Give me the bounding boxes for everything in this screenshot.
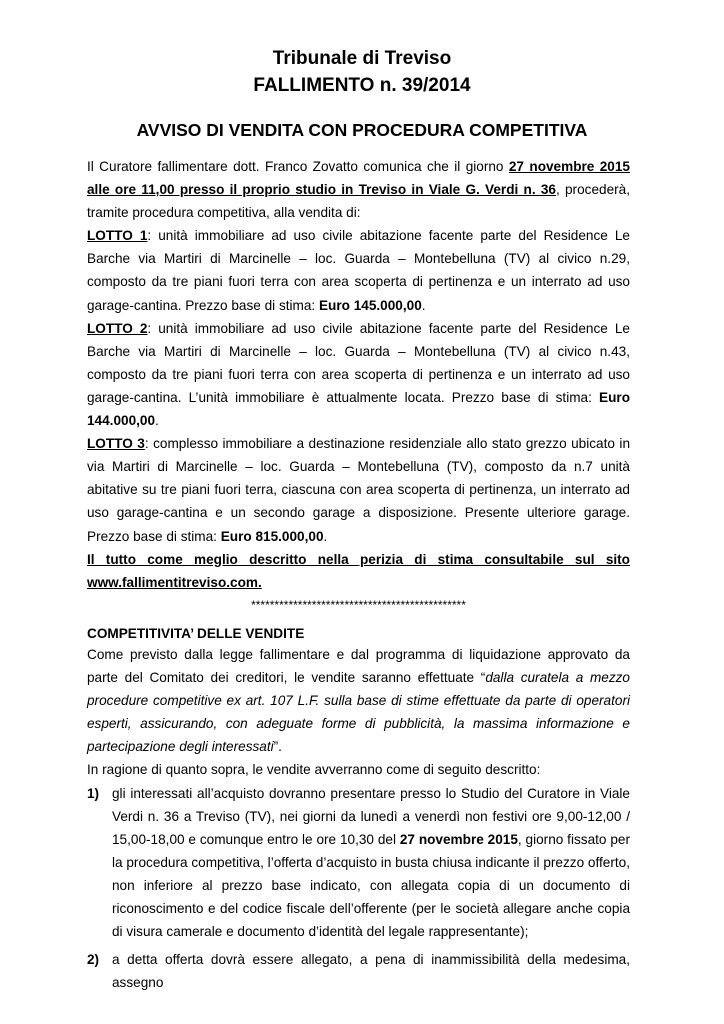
list-item-text: a detta offerta dovrà essere allegato, a pena di inammissibilità della medesima, assegno xyxy=(112,952,630,991)
list-item-number: 1) xyxy=(87,785,100,801)
case-number: FALLIMENTO n. 39/2014 xyxy=(253,75,471,96)
notice-body xyxy=(87,155,630,617)
section-paragraph-1 xyxy=(87,643,630,758)
section-title: COMPETITIVITA’ DELLE VENDITE xyxy=(87,626,305,641)
separator-stars: ********************************************** xyxy=(251,597,466,612)
list-item xyxy=(87,948,630,994)
notice-heading: AVVISO DI VENDITA CON PROCEDURA COMPETITIVA xyxy=(136,120,588,140)
lot-3-label: LOTTO 3 xyxy=(87,436,145,452)
lot-1-description: : unità immobiliare ad uso civile abitazione facente parte del Residence Le Barche via Martiri di Marcinelle – loc. Guarda – Montebelluna (TV) al civico n.29, composto da tre piani fuori terra con area scoperta di pertinenza e un interrato ad uso garage-cantina. Prezzo base di stima: xyxy=(87,228,630,313)
lot-1-end: . xyxy=(421,297,426,313)
section-p1-end: ”. xyxy=(273,739,282,755)
court-name: Tribunale di Treviso xyxy=(272,48,452,69)
list-item-text-end: , giorno fissato per la procedura competitiva, l’offerta d’acquisto in busta chiusa indicante il prezzo offerto, non inferiore al prezzo base indicato, con allegata copia di un documento di riconoscimento e del codice fiscale dell’offerente (per le società allegare anche copia di visura camerale e documento d’identità del legale rappresentante); xyxy=(112,831,630,940)
lot-2-description: : unità immobiliare ad uso civile abitazione facente parte del Residence Le Barche via Martiri di Marcinelle – loc. Guarda – Montebelluna (TV) al civico n.43, composto da tre piani fuori terra con area scoperta di pertinenza e un interrato ad uso garage-cantina. L’unità immobiliare è attualmente locata. Prezzo base di stima: xyxy=(87,320,630,405)
intro-paragraph xyxy=(87,155,630,224)
lot-3-end: . xyxy=(323,528,328,544)
intro-text-end: , procederà, tramite procedura competitiva, alla vendita di: xyxy=(87,182,630,221)
list-item-text: gli interessati all’acquisto dovranno presentare presso lo Studio del Curatore in Viale Verdi n. 36 a Treviso (TV), nei giorni da lunedì a venerdì non festivi ore 9,00-12,00 / 15,00-18,00 e comunque entro le ore 10,30 del xyxy=(112,785,630,847)
lot-3 xyxy=(87,432,630,547)
lot-3-price: Euro 815.000,00 xyxy=(220,528,324,544)
section-paragraph-2: In ragione di quanto sopra, le vendite avverranno come di seguito descritto: xyxy=(87,762,541,778)
lot-3-description: : complesso immobiliare a destinazione residenziale allo stato grezzo ubicato in via Martiri di Marcinelle – loc. Guarda – Montebelluna (TV), composto da n.7 unità abitative su tre piani fuori terra, ciascuna con area scoperta di pertinenza, un interrato ad uso garage-cantina e un secondo garage a disposizione. Presente ulteriore garage. Prezzo base di stima: xyxy=(87,436,631,544)
section-p1-text: Come previsto dalla legge fallimentare e dal programma di liquidazione approvato da parte del Comitato dei creditori, le vendite saranno effettuate “ xyxy=(87,647,630,686)
section-p1-quote: dalla curatela a mezzo procedure competitive ex art. 107 L.F. sulla base di stime effettuate da parte di operatori esperti, assicurando, con adeguate forme di pubblicità, la massima informazione e partecipazione degli interessati xyxy=(87,670,630,755)
lot-1 xyxy=(87,224,630,316)
lot-2-label: LOTTO 2 xyxy=(87,320,148,336)
title-block xyxy=(0,45,724,99)
list-item-number: 2) xyxy=(87,952,100,968)
list-item xyxy=(87,782,630,944)
procedure-list xyxy=(87,782,630,995)
list-item-deadline: 27 novembre 2015 xyxy=(399,831,518,847)
intro-text: Il Curatore fallimentare dott. Franco Zovatto comunica che il giorno xyxy=(87,159,509,174)
section-body xyxy=(87,643,630,994)
lot-2 xyxy=(87,317,630,432)
lot-1-label: LOTTO 1 xyxy=(87,228,148,244)
auction-date: 27 novembre 2015 alle ore 11,00 presso il proprio studio in Treviso in Viale G. Verdi n. 36 xyxy=(87,159,630,198)
lot-1-price: Euro 145.000,00 xyxy=(318,297,422,313)
lot-2-price: Euro 144.000,00 xyxy=(87,389,630,429)
lot-2-end: . xyxy=(155,413,159,429)
appraisal-note: Il tutto come meglio descritto nella perizia di stima consultabile sul sito www.fallimentitreviso.com. xyxy=(87,551,630,590)
